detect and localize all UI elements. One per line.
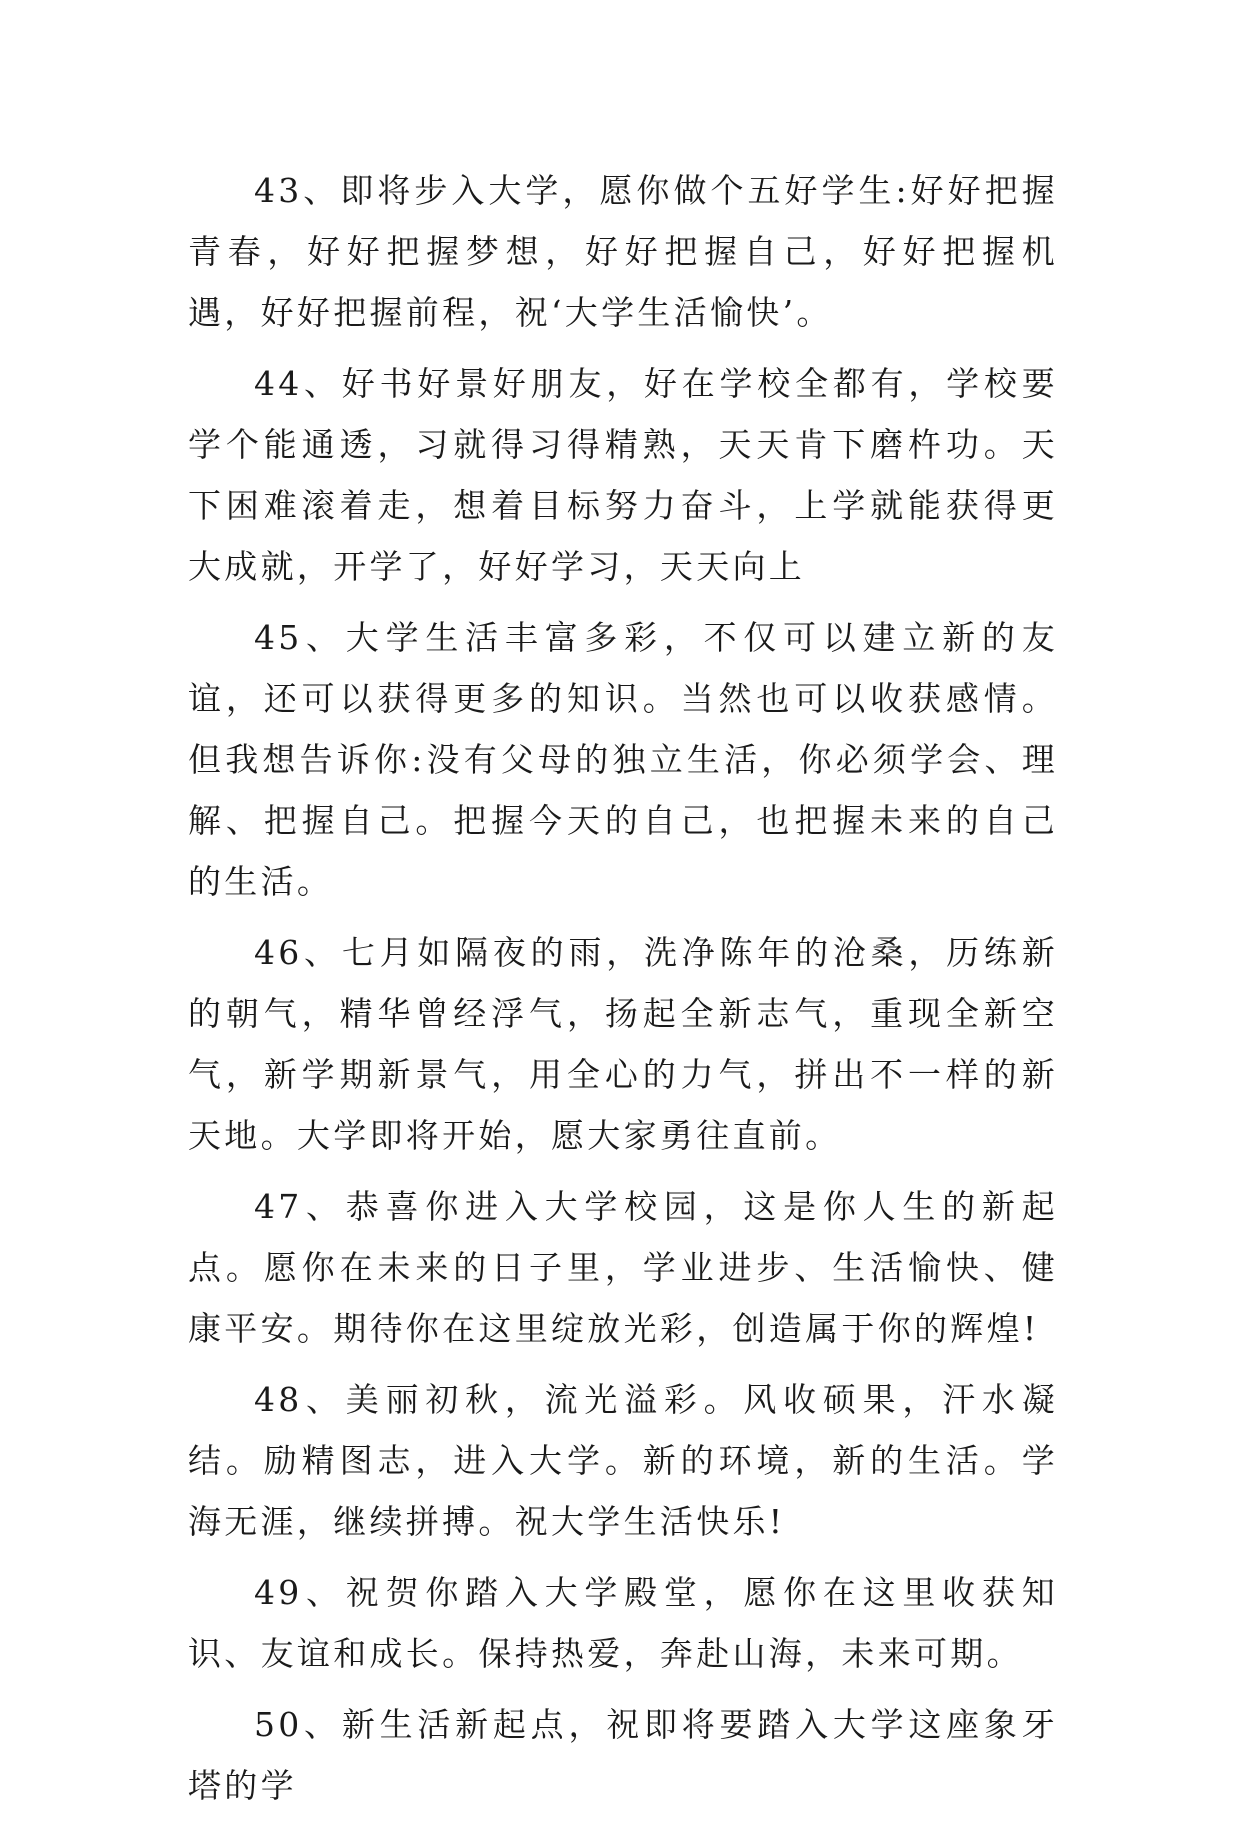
- paragraph-44: 44、好书好景好朋友，好在学校全都有，学校要学个能通透，习就得习得精熟，天天肯下磨杵功。天下困难滚着走，想着目标努力奋斗，上学就能获得更大成就，开学了，好好学习，天天向上: [188, 364, 1058, 586]
- paragraph-48: 48、美丽初秋，流光溢彩。风收硕果，汗水凝结。励精图志，进入大学。新的环境，新的生活。学海无涯，继续拼搏。祝大学生活快乐!: [188, 1380, 1058, 1541]
- paragraph-47: 47、恭喜你进入大学校园，这是你人生的新起点。愿你在未来的日子里，学业进步、生活愉快、健康平安。期待你在这里绽放光彩，创造属于你的辉煌!: [188, 1187, 1058, 1348]
- paragraph-46: 46、七月如隔夜的雨，洗净陈年的沧桑，历练新的朝气，精华曾经浮气，扬起全新志气，重现全新空气，新学期新景气，用全心的力气，拼出不一样的新天地。大学即将开始，愿大家勇往直前。: [188, 933, 1058, 1155]
- paragraph-50: 50、新生活新起点，祝即将要踏入大学这座象牙塔的学: [188, 1705, 1058, 1805]
- paragraph-49: 49、祝贺你踏入大学殿堂，愿你在这里收获知识、友谊和成长。保持热爱，奔赴山海，未来可期。: [188, 1573, 1058, 1673]
- paragraph-45: 45、大学生活丰富多彩，不仅可以建立新的友谊，还可以获得更多的知识。当然也可以收获感情。但我想告诉你:没有父母的独立生活，你必须学会、理解、把握自己。把握今天的自己，也把握未来的自己的生活。: [188, 618, 1058, 901]
- document-body: [188, 160, 1058, 1826]
- paragraph-43: 43、即将步入大学，愿你做个五好学生:好好把握青春，好好把握梦想，好好把握自己，好好把握机遇，好好把握前程，祝‘大学生活愉快’。: [188, 171, 1058, 332]
